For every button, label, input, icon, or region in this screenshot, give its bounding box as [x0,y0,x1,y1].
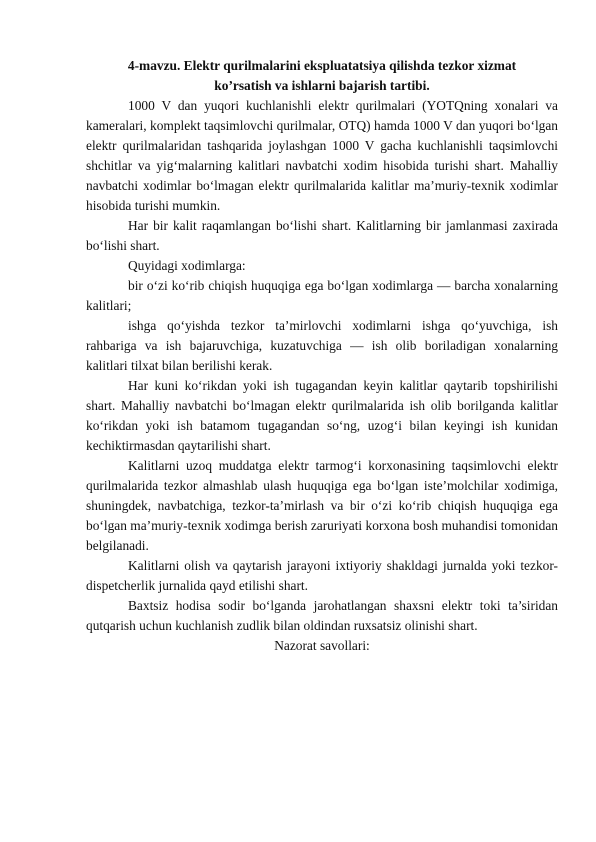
paragraph-2: Har bir kalit raqamlangan bo‘lishi shart. Kalitlarning bir jamlanmasi zaxirada bo‘lishi shart. [86,218,558,253]
paragraph-6: Har kuni ko‘rikdan yoki ish tugagandan keyin kalitlar qaytarib topshirilishi shart. Mahalliy navbatchi bo‘lmagan elektr qurilmalarida ish olib borilganda kalitlar ko‘rikdan yoki ish batamom tugagandan so‘ng, uzog‘i bilan keyingi ish kunidan kechiktirmasdan qaytarilishi shart. [86,378,558,453]
paragraph-1: 1000 V dan yuqori kuchlanishli elektr qurilmalari (YOTQning xonalari va kameralari, komplekt taqsimlovchi qurilmalar, OTQ) hamda 1000 V dan yuqori bo‘lgan elektr qurilmalaridan tashqarida joylashgan 1000 V gacha kuchlanishli taqsimlovchi shchitlar va yig‘malarning kalitlari navbatchi xodim hisobida turishi shart. Mahalliy navbatchi xodimlar bo‘lmagan elektr qurilmalarida kalitlar ma’muriy-texnik xodimlar hisobida turishi mumkin. [86,98,558,213]
paragraph-9: Baxtsiz hodisa sodir bo‘lganda jarohatlangan shaxsni elektr toki ta’siridan qutqarish uchun kuchlanish zudlik bilan oldindan ruxsatsiz olinishi shart. [86,598,558,633]
paragraph-7: Kalitlarni uzoq muddatga elektr tarmog‘i korxonasining taqsimlovchi elektr qurilmalarida tezkor almashlab ulash huquqiga ega bo‘lgan iste’molchilar xodimiga, shuningdek, navbatchiga, tezkor-ta’mirlash va bir o‘zi ko‘rib chiqish huquqiga ega bo‘lgan ma’muriy-texnik xodimga berish zaruriyati korxona bosh muhandisi tomonidan belgilanadi. [86,458,558,553]
title-line-1: 4-mavzu. Elektr qurilmalarini ekspluatatsiya qilishda tezkor xizmat [127,58,517,73]
document-page [86,56,558,656]
paragraph-5: ishga qo‘yishda tezkor ta’mirlovchi xodimlarni ishga qo‘yuvchiga, ish rahbariga va ish bajaruvchiga, kuzatuvchiga — ish olib boriladigan xonalarning kalitlari tilxat bilan berilishi kerak. [86,318,558,373]
paragraph-8: Kalitlarni olish va qaytarish jarayoni ixtiyoriy shakldagi jurnalda yoki tezkor-dispetcherlik jurnalida qayd etilishi shart. [86,558,558,593]
title-line-2: ko’rsatish va ishlarni bajarish tartibi. [214,78,430,93]
document-title [86,56,558,96]
paragraph-3: Quyidagi xodimlarga: [128,258,246,273]
paragraph-4: bir o‘zi ko‘rib chiqish huquqiga ega bo‘lgan xodimlarga — barcha xonalarning kalitlari; [86,278,558,313]
control-questions-heading: Nazorat savollari: [274,638,370,653]
